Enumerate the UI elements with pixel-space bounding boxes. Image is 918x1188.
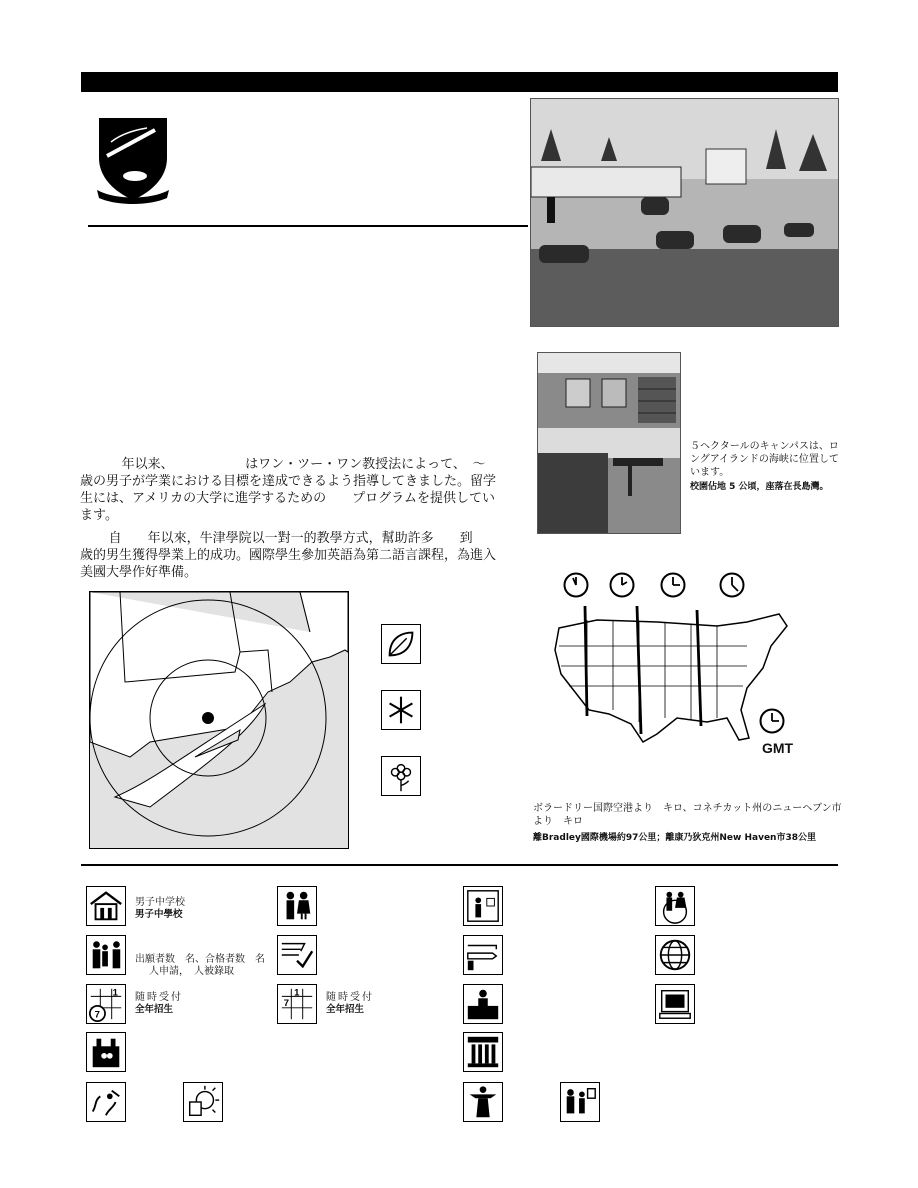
admission-1-jp: 随時受付 xyxy=(135,992,183,1003)
snowflake-icon xyxy=(381,690,421,730)
svg-text:1: 1 xyxy=(294,987,300,999)
calendar-clock-icon xyxy=(86,984,126,1024)
applicants-icon xyxy=(86,935,126,975)
applicants-label xyxy=(135,954,265,978)
school-type-label xyxy=(135,897,185,921)
cal-top-number: 1 xyxy=(112,987,118,999)
campus-caption-jp: ５ヘクタールのキャンパスは、ロングアイランドの海峡に位置しています。 xyxy=(690,441,839,478)
campus-caption-zh: 校園佔地 5 公頃，座落在長島灣。 xyxy=(690,482,829,492)
gmt-label: GMT xyxy=(762,740,794,756)
admission-2-jp: 随時受付 xyxy=(326,992,374,1003)
clock-icon-central xyxy=(660,572,686,598)
svg-text:7: 7 xyxy=(283,997,289,1009)
distance-caption xyxy=(533,802,843,845)
clock-icon-pacific xyxy=(563,572,589,598)
column-building-icon xyxy=(463,1032,503,1072)
pencil-writing-icon xyxy=(463,935,503,975)
header-bar xyxy=(81,72,838,92)
international-students-icon xyxy=(655,886,695,926)
cal-circle-number: 7 xyxy=(94,1009,100,1021)
boy-girl-icon xyxy=(277,886,317,926)
admission-label-2 xyxy=(326,992,374,1016)
admission-2-zh: 全年招生 xyxy=(326,1004,365,1015)
regional-map xyxy=(89,591,349,849)
teacher-desk-icon xyxy=(463,984,503,1024)
test-checkmark-icon xyxy=(277,935,317,975)
distance-caption-zh: 離Bradley國際機場約97公里；離康乃狄克州New Haven市38公里 xyxy=(533,833,816,843)
counseling-icon xyxy=(560,1082,600,1122)
campus-photo xyxy=(530,98,839,327)
admission-label-1 xyxy=(135,992,183,1016)
campus-caption xyxy=(690,440,840,494)
intro-jp: 年以来、 はワン・ツー・ワン教授法によって、 ～ 歳の男子が学業における目標を達成できるよう指導してきました。留学生には、アメリカの大学に進学するための プログラムを提供しています。 xyxy=(80,457,499,523)
campus-facility-icon xyxy=(86,1032,126,1072)
school-type-zh: 男子中學校 xyxy=(135,909,183,920)
school-crest-logo xyxy=(95,116,171,206)
religion-figure-icon xyxy=(463,1082,503,1122)
leaf-icon xyxy=(381,624,421,664)
arts-sun-icon xyxy=(183,1082,223,1122)
applicants-zh: 人申請， 人被錄取 xyxy=(149,966,234,977)
distance-caption-jp: ボラードリー国際空港より キロ、コネチカット州のニューヘブン市より キロ xyxy=(533,803,842,827)
calendar-icon xyxy=(277,984,317,1024)
applicants-jp: 出願者数 名、合格者数 名 xyxy=(135,954,265,965)
section-divider xyxy=(88,225,528,227)
clock-icon-eastern xyxy=(719,572,745,598)
intro-zh: 自 年以來，牛津學院以一對一的教學方式，幫助許多 到 歲的男生獲得學業上的成功。國際學生參加英語為第二語言課程，為進入美國大學作好準備。 xyxy=(80,531,499,580)
computer-icon xyxy=(655,984,695,1024)
globe-icon xyxy=(655,935,695,975)
sports-activity-icon xyxy=(86,1082,126,1122)
clock-icon-mountain xyxy=(609,572,635,598)
facts-divider xyxy=(81,864,838,866)
admission-1-zh: 全年招生 xyxy=(135,1004,174,1015)
dormitory-icon xyxy=(463,886,503,926)
school-type-jp: 男子中学校 xyxy=(135,897,185,908)
library-photo xyxy=(537,352,681,534)
intro-text xyxy=(80,456,505,581)
clock-icon-gmt xyxy=(759,708,785,734)
school-building-icon xyxy=(86,886,126,926)
flower-icon xyxy=(381,756,421,796)
